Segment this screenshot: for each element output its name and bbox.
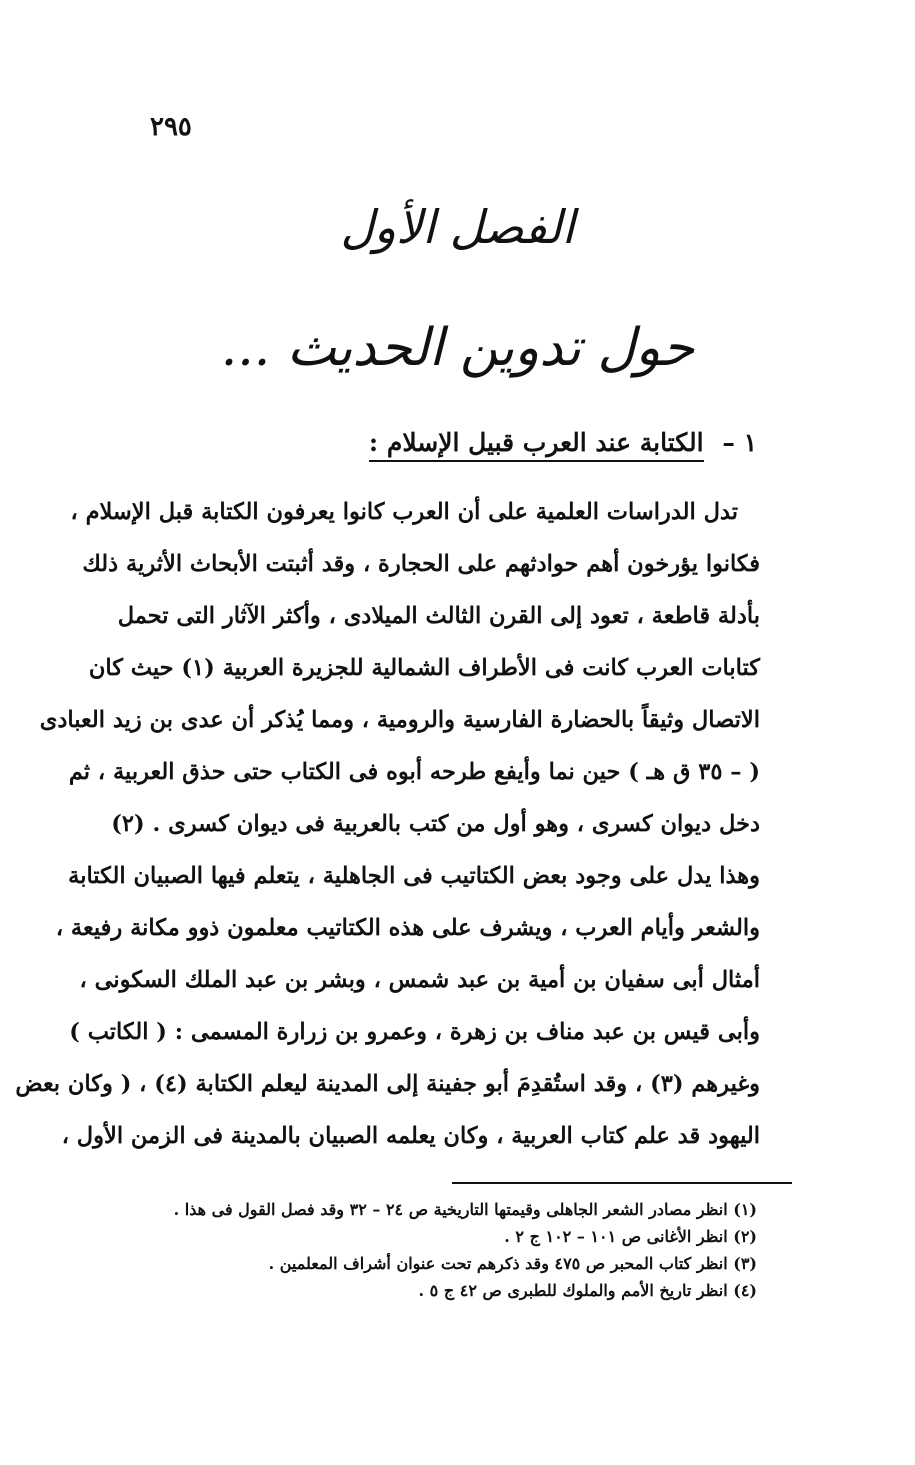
chapter-title: الفصل الأول <box>340 200 575 254</box>
body-line: بأدلة قاطعة ، تعود إلى القرن الثالث الميلادى ، وأكثر الآثار التى تحمل <box>117 603 760 629</box>
body-line: كتابات العرب كانت فى الأطراف الشمالية للجزيرة العربية (١) حيث كان <box>88 655 760 681</box>
body-line: والشعر وأيام العرب ، ويشرف على هذه الكتاتيب معلمون ذوو مكانة رفيعة ، <box>55 915 760 941</box>
body-line: وهذا يدل على وجود بعض الكتاتيب فى الجاهلية ، يتعلم فيها الصبيان الكتابة <box>68 863 760 889</box>
body-line: فكانوا يؤرخون أهم حوادثهم على الحجارة ، وقد أثبتت الأبحاث الأثرية ذلك <box>82 551 760 577</box>
footnote: (٢) انظر الأغانى ص ١٠١ – ١٠٢ ج ٢ . <box>504 1227 757 1246</box>
section-title: الكتابة عند العرب قبيل الإسلام : <box>369 428 704 462</box>
footnotes <box>137 1196 757 1304</box>
body-line: أمثال أبى سفيان بن أمية بن عبد شمس ، وبشر بن عبد الملك السكونى ، <box>79 967 760 993</box>
footnote: (٤) انظر تاريخ الأمم والملوك للطبرى ص ٤٢ ج ٥ . <box>418 1281 757 1300</box>
footnote-divider <box>452 1182 792 1184</box>
body-line: ( – ٣٥ ق هـ ) حين نما وأيفع طرحه أبوه فى الكتاب حتى حذق العربية ، ثم <box>68 759 760 785</box>
footnote: (١) انظر مصادر الشعر الجاهلى وقيمتها التاريخية ص ٢٤ – ٣٢ وقد فصل القول فى هذا . <box>173 1200 757 1219</box>
section-number: ١ – <box>722 428 757 457</box>
footnote: (٣) انظر كتاب المحبر ص ٤٧٥ وقد ذكرهم تحت عنوان أشراف المعلمين . <box>268 1254 757 1273</box>
body-line: الاتصال وثيقاً بالحضارة الفارسية والرومية ، ومما يُذكر أن عدى بن زيد العبادى <box>39 707 760 733</box>
body-line: وغيرهم (٣) ، وقد استُقدِمَ أبو جفينة إلى المدينة ليعلم الكتابة (٤) ، ( وكان بعض <box>15 1071 760 1097</box>
body-line: دخل ديوان كسرى ، وهو أول من كتب بالعربية فى ديوان كسرى . (٢) <box>111 811 760 837</box>
chapter-subject: حول تدوين الحديث ... <box>220 318 695 378</box>
body-line: اليهود قد علم كتاب العربية ، وكان يعلمه الصبيان بالمدينة فى الزمن الأول ، <box>61 1123 760 1149</box>
body-line: تدل الدراسات العلمية على أن العرب كانوا يعرفون الكتابة قبل الإسلام ، <box>70 499 738 525</box>
body-line: وأبى قيس بن عبد مناف بن زهرة ، وعمرو بن زرارة المسمى : ( الكاتب ) <box>69 1019 760 1045</box>
body-text <box>15 486 760 1162</box>
section-heading <box>369 428 757 457</box>
page-number: ٢٩٥ <box>150 112 192 142</box>
